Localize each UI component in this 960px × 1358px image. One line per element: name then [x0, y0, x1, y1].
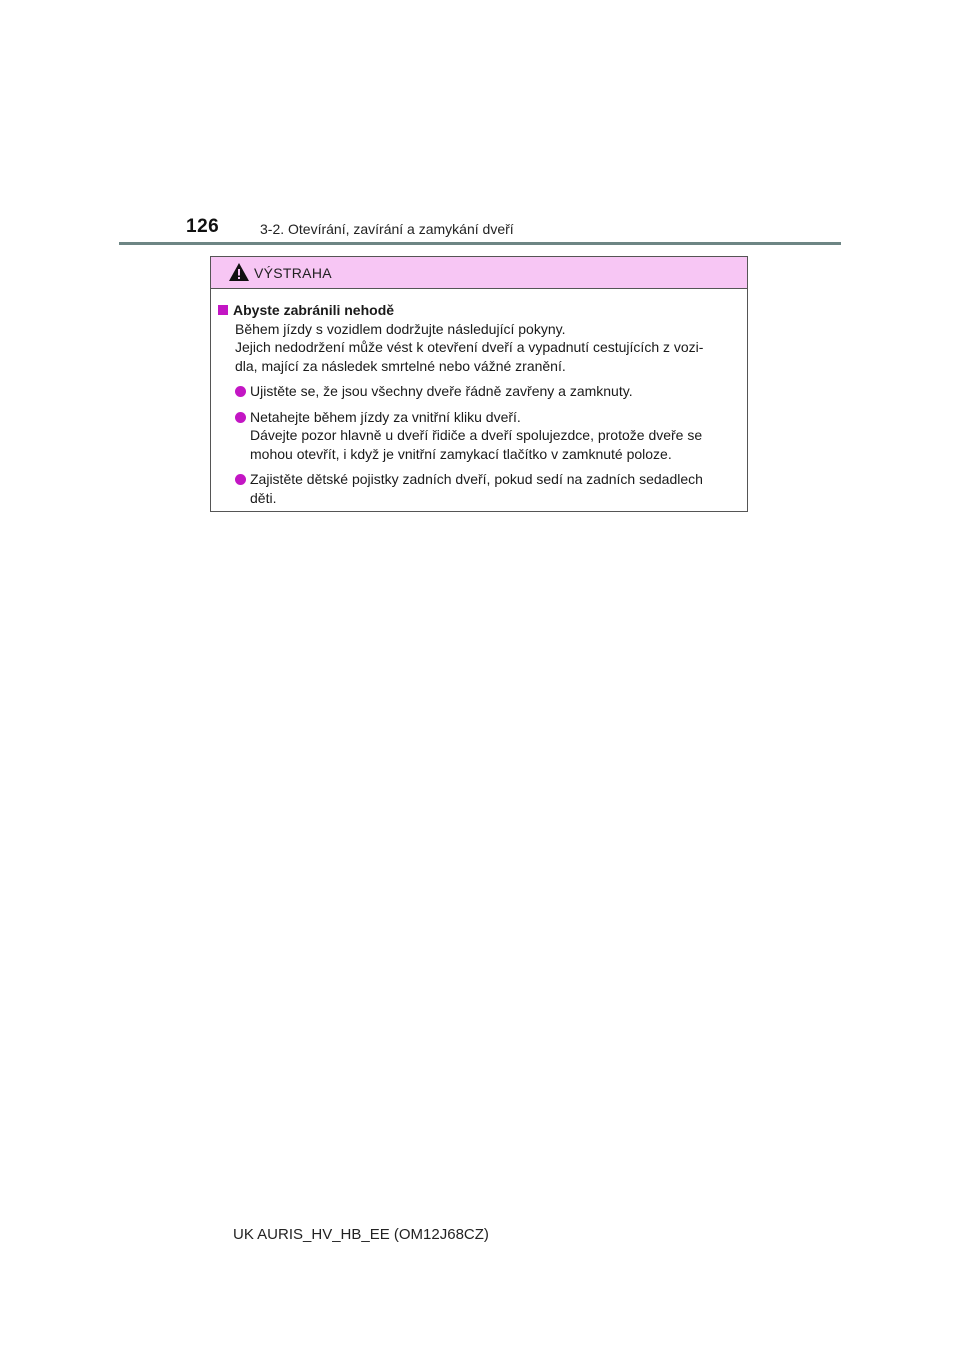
list-item-text — [250, 470, 739, 507]
warning-triangle-icon — [228, 262, 250, 282]
list-item-line: Zajistěte dětské pojistky zadních dveří, pokud sedí na zadních sedadlech — [250, 471, 703, 487]
warning-label: VÝSTRAHA — [254, 265, 332, 281]
warning-intro — [218, 320, 739, 376]
list-item — [218, 408, 739, 464]
list-item-text — [250, 382, 739, 401]
intro-line: dla, mající za následek smrtelné nebo vážné zranění. — [235, 357, 566, 374]
list-item-line: Netahejte během jízdy za vnitřní kliku dveří. — [250, 408, 521, 425]
circle-bullet-icon — [235, 386, 246, 397]
square-bullet-icon — [218, 305, 228, 315]
document-code: UK AURIS_HV_HB_EE (OM12J68CZ) — [233, 1226, 489, 1243]
list-item-text — [250, 408, 739, 464]
intro-line: Během jízdy s vozidlem dodržujte následující pokyny. — [235, 320, 566, 337]
warning-box — [210, 256, 748, 512]
list-item-line: Dávejte pozor hlavně u dveří řidiče a dveří spolujezdce, protože dveře se — [250, 427, 703, 443]
circle-bullet-icon — [235, 412, 246, 423]
warning-heading — [218, 301, 739, 320]
list-item-line: mohou otevřít, i když je vnitřní zamykací tlačítko v zamknuté poloze. — [250, 445, 672, 462]
list-item-line: děti. — [250, 489, 277, 506]
page-number: 126 — [186, 216, 220, 237]
list-item — [218, 382, 739, 401]
circle-bullet-icon — [235, 474, 246, 485]
header-rule — [119, 242, 841, 245]
intro-line: Jejich nedodržení může vést k otevření dveří a vypadnutí cestujících z vozi- — [235, 339, 704, 355]
warning-header — [211, 257, 747, 289]
warning-heading-text: Abyste zabránili nehodě — [233, 302, 395, 318]
list-item-line: Ujistěte se, že jsou všechny dveře řádně zavřeny a zamknuty. — [250, 383, 633, 399]
list-item — [218, 470, 739, 507]
warning-body — [211, 289, 747, 507]
section-title: 3-2. Otevírání, zavírání a zamykání dveří — [260, 221, 514, 237]
